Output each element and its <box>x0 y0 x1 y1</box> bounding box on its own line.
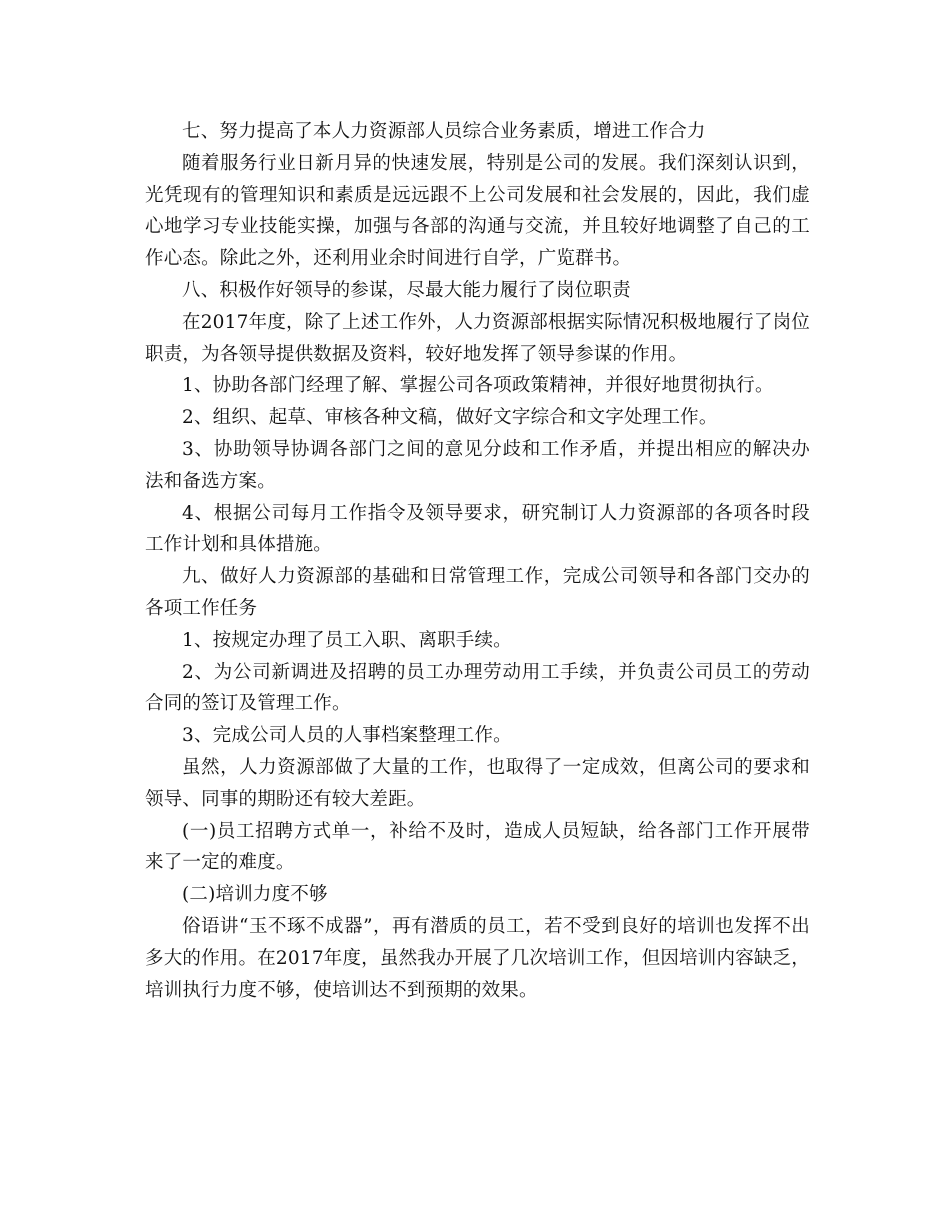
section-heading-seven: 七、努力提高了本人力资源部人员综合业务素质，增进工作合力 <box>182 121 706 142</box>
body-paragraph: 俗语讲“玉不琢不成器”，再有潜质的员工，若不受到良好的培训也发挥不出多大的作用。在2017年度，虽然我办开展了几次培训工作，但因培训内容缺乏，培训执行力度不够，使培训达不到预期的效果。 <box>145 915 810 1001</box>
document-body <box>145 116 810 1006</box>
list-item: 1、协助各部门经理了解、掌握公司各项政策精神，并很好地贯彻执行。 <box>182 375 774 397</box>
body-paragraph: 在2017年度，除了上述工作外，人力资源部根据实际情况积极地履行了岗位职责，为各领导提供数据及资料，较好地发挥了领导参谋的作用。 <box>145 311 810 365</box>
body-paragraph: 虽然，人力资源部做了大量的工作，也取得了一定成效，但离公司的要求和领导、同事的期盼还有较大差距。 <box>145 756 810 810</box>
list-item: 2、组织、起草、审核各种文稿，做好文字综合和文字处理工作。 <box>182 407 718 429</box>
list-item: 4、根据公司每月工作指令及领导要求，研究制订人力资源部的各项各时段工作计划和具体措施。 <box>145 502 810 556</box>
list-item: 2、为公司新调进及招聘的员工办理劳动用工手续，并负责公司员工的劳动合同的签订及管理工作。 <box>145 661 810 715</box>
section-heading-nine: 九、做好人力资源部的基础和日常管理工作，完成公司领导和各部门交办的各项工作任务 <box>145 566 810 619</box>
body-paragraph: 随着服务行业日新月异的快速发展，特别是公司的发展。我们深刻认识到，光凭现有的管理知识和素质是远远跟不上公司发展和社会发展的，因此，我们虚心地学习专业技能实操，加强与各部的沟通与交流，并且较好地调整了自己的工作心态。除此之外，还利用业余时间进行自学，广览群书。 <box>145 152 810 270</box>
list-item: 3、协助领导协调各部门之间的意见分歧和工作矛盾，并提出相应的解决办法和备选方案。 <box>145 438 810 492</box>
issue-item: (二)培训力度不够 <box>182 884 328 906</box>
list-item: 1、按规定办理了员工入职、离职手续。 <box>182 629 512 651</box>
section-heading-eight: 八、积极作好领导的参谋，尽最大能力履行了岗位职责 <box>182 279 631 301</box>
list-item: 3、完成公司人员的人事档案整理工作。 <box>182 725 512 747</box>
issue-item: (一)员工招聘方式单一，补给不及时，造成人员短缺，给各部门工作开展带来了一定的难度。 <box>145 820 810 874</box>
